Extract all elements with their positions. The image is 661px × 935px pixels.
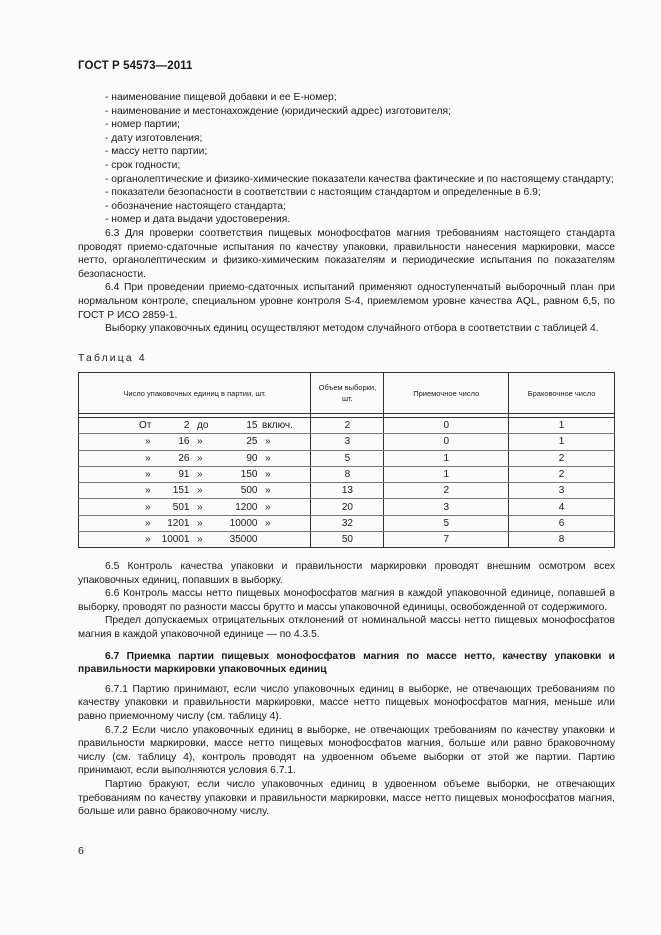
acceptance-number-cell: 0 [384,434,509,450]
acceptance-number-cell: 1 [384,450,509,466]
acceptance-number-cell: 7 [384,532,509,548]
acceptance-number-cell: 0 [384,418,509,434]
rejection-number-cell: 4 [509,499,615,515]
lot-size-cell [79,418,311,434]
list-item: - наименование и местонахождение (юридический адрес) изготовителя; [105,105,451,117]
lot-size-c: » [265,452,271,464]
lot-size-a: » [145,534,151,546]
sample-size-cell: 20 [311,499,384,515]
rejection-number-cell: 2 [509,466,615,482]
document-header: ГОСТ Р 54573—2011 [78,60,193,72]
lot-size-a: » [145,517,151,529]
paragraph-rejection: Партию бракуют, если число упаковочных единиц в удвоенном объеме выборки, не отвечающих требованиям по качеству упаковки и правильности маркировки, массе нетто пищевых монофосфатов магния, больше или равно браковочному числу. [78,778,615,818]
sample-size-cell: 32 [311,515,384,531]
lot-size-from: 10001 [161,534,190,546]
lot-size-c: » [265,436,271,448]
lot-size-b: » [197,485,203,497]
lot-size-b: » [197,436,203,448]
lot-size-from: 151 [172,485,190,497]
rejection-number-cell: 2 [509,450,615,466]
lot-size-from: 1201 [167,517,190,529]
sample-size-cell: 3 [311,434,384,450]
lot-size-b: до [197,420,209,432]
sample-size-cell: 8 [311,466,384,482]
table-row [79,483,615,499]
content-block-top [78,91,615,336]
lot-size-a: » [145,436,151,448]
table-body [79,414,615,548]
list-item: - срок годности; [105,159,181,171]
sample-size-cell: 2 [311,418,384,434]
list-item: - показатели безопасности в соответствии с настоящим стандартом и определенные в 6.9; [105,187,541,199]
lot-size-a: От [139,420,152,432]
lot-size-from: 501 [172,501,190,513]
list-item: - наименование пищевой добавки и ее Е-номер; [105,92,337,103]
lot-size-c: » [265,517,271,529]
content-block-bottom [78,560,615,819]
list-item: - обозначение настоящего стандарта; [105,200,286,212]
rejection-number-cell: 6 [509,515,615,531]
header-sample-size: Объем выборки, шт. [311,373,384,414]
header-rejection-number: Браковочное число [509,373,615,414]
lot-size-cell [79,532,311,548]
lot-size-to: 1200 [235,501,258,513]
lot-size-from: 16 [178,436,190,448]
list-item: - дату изготовления; [105,132,203,144]
paragraph-6-6: 6.6 Контроль массы нетто пищевых монофосфатов магния в каждой упаковочной единице, попавшей в выборку, проводят по разности массы брутто и массы упаковочной единицы, освобожденной от содержимого. [78,588,615,613]
paragraph-6-3: 6.3 Для проверки соответствия пищевых монофосфатов магния требованиям настоящего стандарта проводят приемо-сдаточные испытания по качеству упаковки, правильности нанесения маркировки, массе нетто, органолептическим и физико-химическим показателям и периодические испытания по показателям безопасности. [78,227,615,280]
list-item: - органолептические и физико-химические показатели качества фактические и по настоящему стандарту; [105,173,614,185]
header-acceptance-number: Приемочное число [384,373,509,414]
table-row [79,466,615,482]
lot-size-a: » [145,501,151,513]
table-row [79,450,615,466]
paragraph-6-7-2: 6.7.2 Если число упаковочных единиц в выборке, не отвечающих требованиям по качеству упаковки и правильности маркировки, массе нетто пищевых монофосфатов магния, больше или равно браковочному числу (см. таблицу 4), контроль проводят на удвоенном объеме выборки от этой же партии. Партию принимают, если выполняются условия 6.7.1. [78,724,615,777]
lot-size-from: 91 [178,469,190,481]
lot-size-c: » [265,485,271,497]
paragraph-6-5: 6.5 Контроль качества упаковки и правильности маркировки проводят внешним осмотром всех упаковочных единиц, попавших в выборку. [78,561,615,586]
header-lot-size: Число упаковочных единиц в партии, шт. [79,373,311,414]
lot-size-a: » [145,469,151,481]
lot-size-c: » [265,469,271,481]
table-caption: Таблица 4 [78,353,147,364]
acceptance-number-cell: 3 [384,499,509,515]
lot-size-b: » [197,501,203,513]
rejection-number-cell: 1 [509,418,615,434]
lot-size-cell [79,466,311,482]
paragraph-sampling: Выборку упаковочных единиц осуществляют методом случайного отбора в соответствии с таблицей 4. [105,323,599,335]
sample-size-cell: 5 [311,450,384,466]
section-heading-6-7: 6.7 Приемка партии пищевых монофосфатов магния по массе нетто, качеству упаковки и правильности маркировки упаковочных единиц [78,650,615,676]
table-row [79,434,615,450]
lot-size-b: » [197,452,203,464]
lot-size-to: 90 [246,452,258,464]
lot-size-to: 10000 [229,517,258,529]
paragraph-mass-tolerance: Предел допускаемых отрицательных отклонений от номинальной массы нетто пищевых монофосфатов магния в каждой упаковочной единице — по 4.3.5. [78,615,615,640]
lot-size-cell [79,483,311,499]
table-row [79,499,615,515]
lot-size-b: » [197,469,203,481]
lot-size-cell [79,499,311,515]
lot-size-from: 2 [183,420,190,432]
sampling-table [78,372,615,548]
sample-size-cell: 13 [311,483,384,499]
rejection-number-cell: 3 [509,483,615,499]
acceptance-number-cell: 1 [384,466,509,482]
list-item: - массу нетто партии; [105,146,208,158]
table-row [79,418,615,434]
lot-size-to: 25 [246,436,258,448]
lot-size-to: 500 [240,485,258,497]
lot-size-c: » [265,501,271,513]
lot-size-a: » [145,452,151,464]
table-header-row [79,373,615,414]
lot-size-cell [79,450,311,466]
paragraph-6-7-1: 6.7.1 Партию принимают, если число упаковочных единиц в выборке, не отвечающих требованиям по качеству упаковки и правильности маркировки, массе нетто пищевых монофосфатов магния, меньше или равно приемочному числу (см. таблицу 4). [78,683,615,722]
table-row [79,515,615,531]
lot-size-cell [79,434,311,450]
paragraph-6-4: 6.4 При проведении приемо-сдаточных испытаний применяют одноступенчатый выборочный план при нормальном контроле, специальном уровне контроля S-4, приемлемом уровне качества AQL, равном 6,5, по ГОСТ Р ИСО 2859-1. [78,282,615,321]
acceptance-number-cell: 5 [384,515,509,531]
lot-size-b: » [197,534,203,546]
rejection-number-cell: 1 [509,434,615,450]
acceptance-number-cell: 2 [384,483,509,499]
lot-size-to: 150 [240,469,258,481]
sample-size-cell: 50 [311,532,384,548]
lot-size-cell [79,515,311,531]
lot-size-c: включ. [262,420,293,432]
list-item: - номер партии; [105,119,180,131]
rejection-number-cell: 8 [509,532,615,548]
lot-size-a: » [145,485,151,497]
page-number: 6 [78,845,84,857]
table-row [79,532,615,548]
lot-size-to: 15 [246,420,258,432]
lot-size-b: » [197,517,203,529]
list-item: - номер и дата выдачи удостоверения. [105,214,291,226]
lot-size-to: 35000 [229,534,258,546]
lot-size-from: 26 [178,452,190,464]
